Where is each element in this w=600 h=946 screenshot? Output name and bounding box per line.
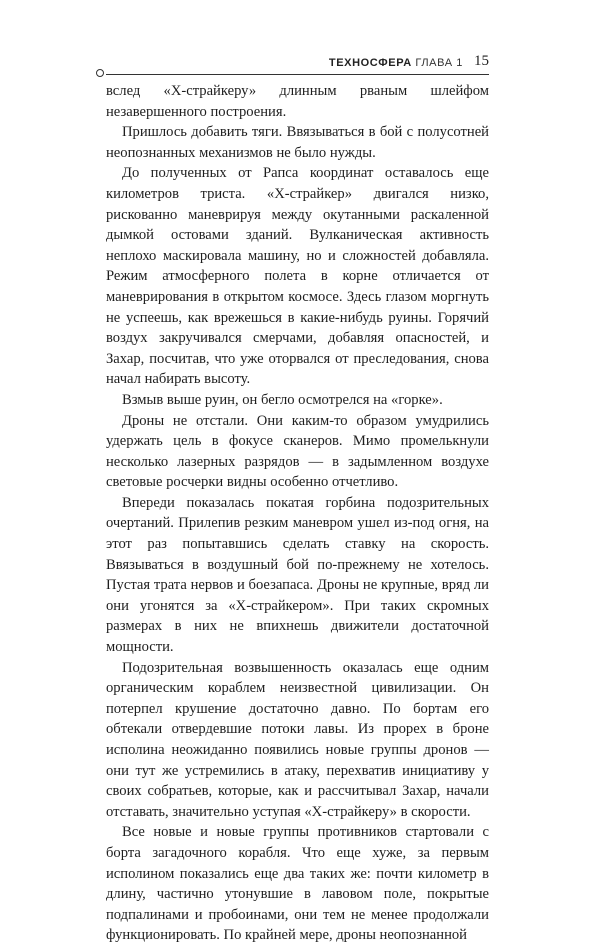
paragraph: Впереди показалась покатая горбина подозрительных очертаний. Прилепив резким маневром ушел из-под огня, на этот раз попытавшись сделать ставку на скорость. Ввязываться в воздушный бой по-прежнему не хотелось. Пустая трата нервов и боезапаса. Дроны не крупные, вряд ли они угонятся за «Х-страйкером». При таких скромных размерах в них не впихнешь движители достаточной мощности.: [106, 494, 489, 656]
header-rule: [106, 74, 489, 75]
paragraph: Пришлось добавить тяги. Ввязываться в бой с полусотней неопознанных механизмов не было нужды.: [106, 124, 489, 161]
body-text: [106, 81, 489, 946]
paragraph: Взмыв выше руин, он бегло осмотрелся на «горке».: [122, 391, 443, 408]
paragraph: Дроны не отстали. Они каким-то образом умудрились удержать цель в фокусе сканеров. Мимо промелькнули несколько лазерных разрядов — в задымленном воздухе световые росчерки видны особенно отчетливо.: [106, 412, 489, 491]
paragraph: Все новые и новые группы противников стартовали с борта загадочного корабля. Что еще хуже, за первым исполином показались еще два таких же: почти километр в длину, частично утонувшие в лавовом поле, покрытые подпалинами и пробоинами, они тем не менее продолжали функционировать. По крайней мере, дроны неопознанной: [106, 824, 489, 944]
paragraph: Подозрительная возвышенность оказалась еще одним органическим кораблем неизвестной цивилизации. Он потерпел крушение достаточно давно. По бортам его обтекали отвердевшие потоки лавы. Из прорех в броне исполина неожиданно появились новые группы дронов — они тут же устремились в атаку, перехватив инициативу у своих собратьев, которые, как и рассчитывал Захар, начали отставать, значительно уступая «Х-страйкеру» в скорости.: [106, 659, 489, 820]
paragraph: вслед «Х-страйкеру» длинным рваным шлейфом незавершенного построения.: [106, 83, 489, 120]
paragraph: До полученных от Рапса координат оставалось еще километров триста. «Х-страйкер» двигался низко, рискованно маневрируя между окутанными раскаленной дымкой остовами зданий. Вулканическая активность неплохо маскировала машину, но и сложностей добавляла. Режим атмосферного полета в корне отличается от маневрирования в открытом космосе. Здесь глазом моргнуть не успеешь, как врежешься в какие-нибудь руины. Горячий воздух закручивался смерчами, добавляя опасностей, и Захар, посчитав, что уже оторвался от преследования, снова начал набирать высоту.: [106, 165, 489, 388]
page-number: 15: [474, 53, 489, 69]
running-head: [329, 57, 463, 69]
header-rule-dot-icon: [96, 69, 104, 77]
book-title: ТЕХНОСФЕРА: [328, 57, 412, 69]
chapter-label: ГЛАВА 1: [415, 57, 463, 69]
page-header: [96, 52, 489, 74]
